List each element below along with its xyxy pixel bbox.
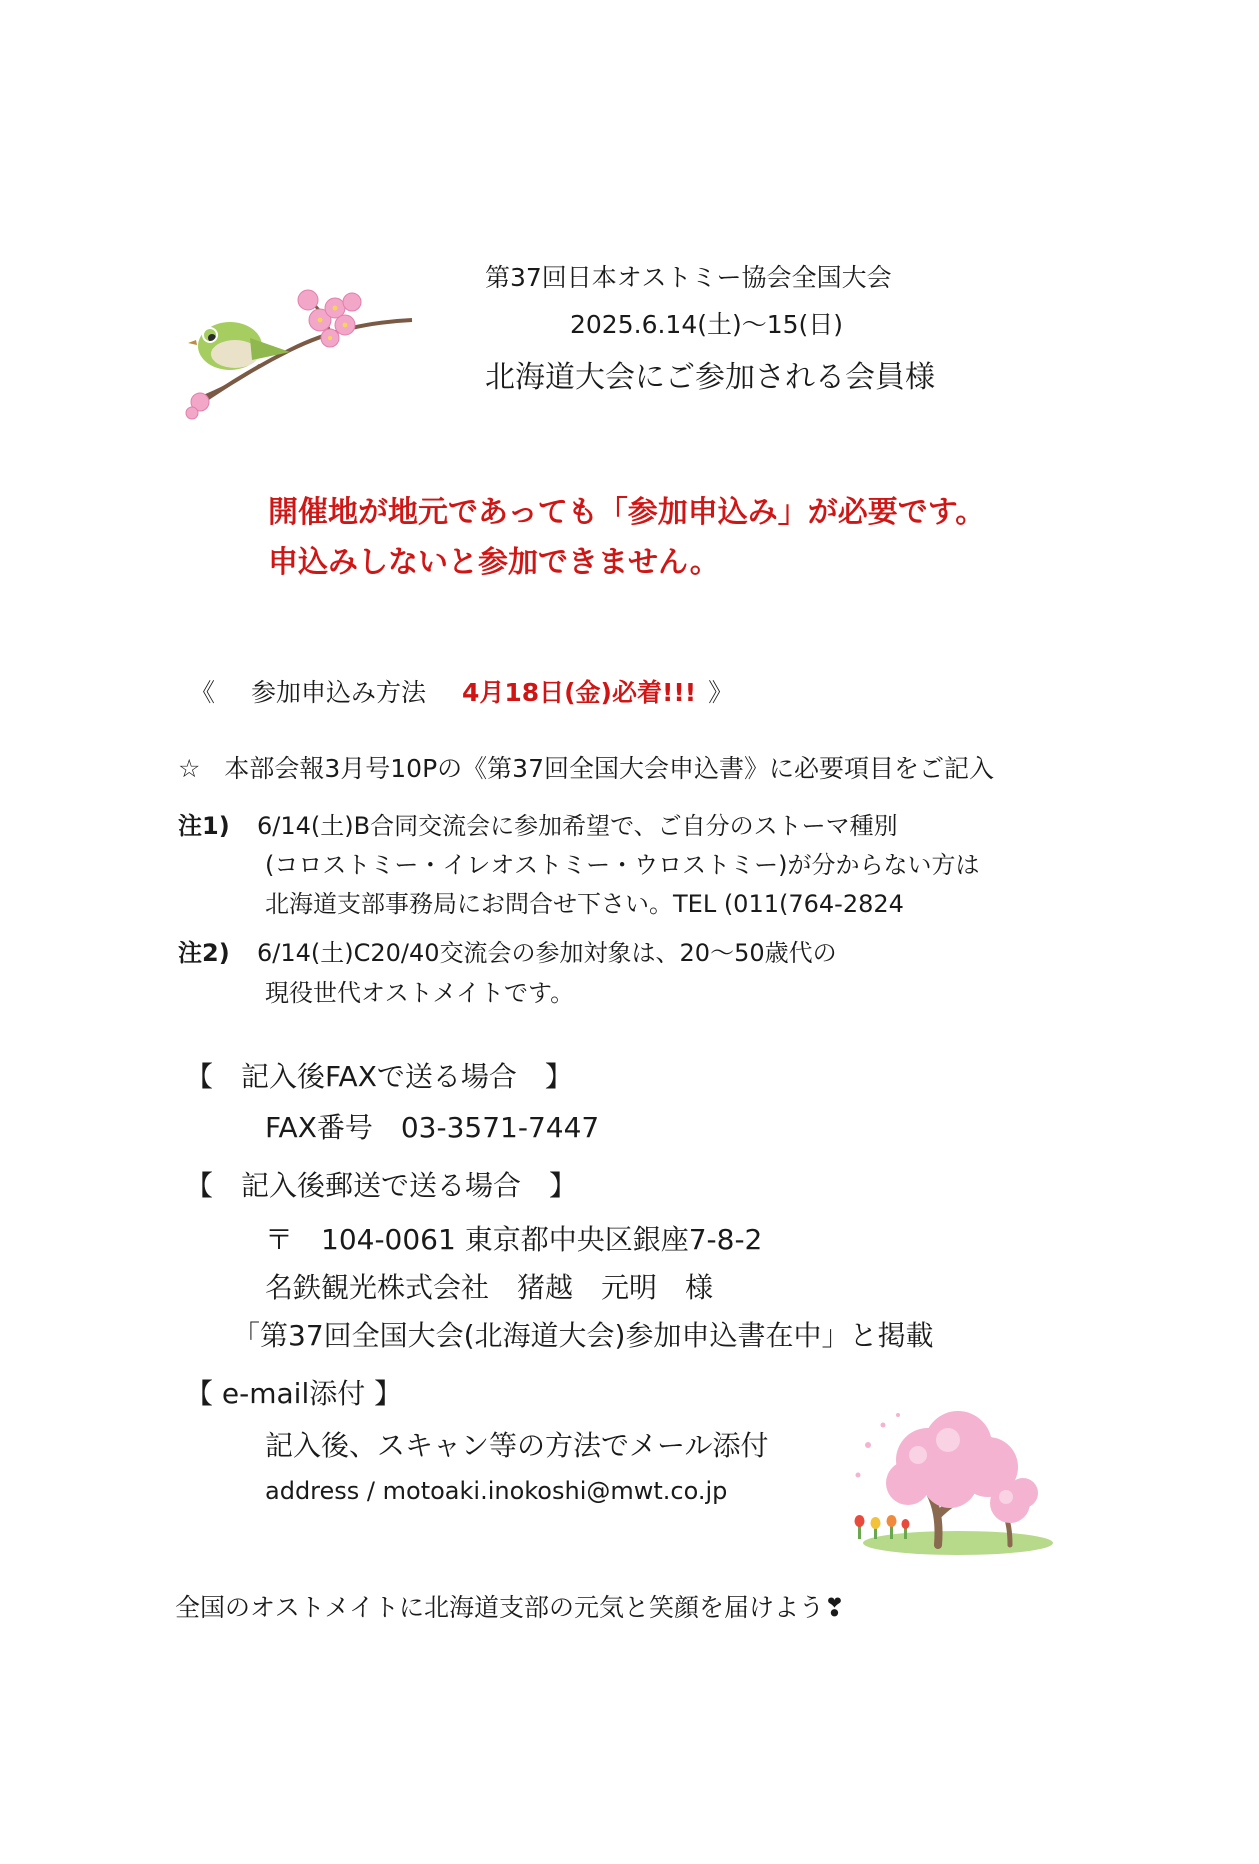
mail-recipient: 名鉄観光株式会社 猪越 元明 様 xyxy=(265,1271,714,1304)
mail-heading: 【 記入後郵送で送る場合 】 xyxy=(185,1169,578,1202)
star-icon: ☆ xyxy=(178,754,201,783)
note1-line-3: 北海道支部事務局にお問合せ下さい。TEL (011(764-2824 xyxy=(265,890,904,918)
fax-heading: 【 記入後FAXで送る場合 】 xyxy=(185,1060,573,1093)
mail-envelope-note: 「第37回全国大会(北海道大会)参加申込書在中」と掲載 xyxy=(232,1319,934,1352)
instruction-line xyxy=(178,749,994,785)
method-line xyxy=(190,673,733,709)
email-text: 記入後、スキャン等の方法でメール添付 xyxy=(265,1429,769,1462)
note1-line-2: (コロストミー・イレオストミー・ウロストミー)が分からない方は xyxy=(265,851,980,879)
audience-line: 北海道大会にご参加される会員様 xyxy=(485,360,935,395)
note2-line-1: 6/14(土)C20/40交流会の参加対象は、20〜50歳代の xyxy=(257,939,837,967)
method-open-bracket: 《 xyxy=(190,678,216,707)
event-title: 第37回日本オストミー協会全国大会 xyxy=(485,263,892,292)
method-label: 参加申込み方法 xyxy=(250,678,426,707)
method-deadline: 4月18日(金)必着!!! xyxy=(461,678,697,707)
cherry-tree-icon xyxy=(838,1405,1058,1555)
bird-on-blossom-branch-icon xyxy=(180,280,420,420)
method-close-bracket: 》 xyxy=(708,678,734,707)
instruction-text: 本部会報3月号10Pの《第37回全国大会申込書》に必要項目をご記入 xyxy=(224,754,994,783)
note1-label: 注1) xyxy=(178,812,230,840)
event-dates: 2025.6.14(土)〜15(日) xyxy=(570,310,844,339)
fax-number: FAX番号 03-3571-7447 xyxy=(265,1111,600,1144)
notice-line-2: 申込みしないと参加できません。 xyxy=(268,545,720,580)
note2-label: 注2) xyxy=(178,939,230,967)
email-address: address / motoaki.inokoshi@mwt.co.jp xyxy=(265,1477,728,1505)
note2-line-2: 現役世代オストメイトです。 xyxy=(265,979,575,1007)
notice-line-1: 開催地が地元であっても「参加申込み」が必要です。 xyxy=(268,495,986,530)
closing-message: 全国のオストメイトに北海道支部の元気と笑顔を届けよう❣ xyxy=(175,1593,845,1622)
email-heading: 【 e-mail添付 】 xyxy=(185,1377,403,1410)
mail-address: 〒 104-0061 東京都中央区銀座7-8-2 xyxy=(265,1223,763,1256)
note1-line-1: 6/14(土)B合同交流会に参加希望で、ご自分のストーマ種別 xyxy=(257,812,898,840)
